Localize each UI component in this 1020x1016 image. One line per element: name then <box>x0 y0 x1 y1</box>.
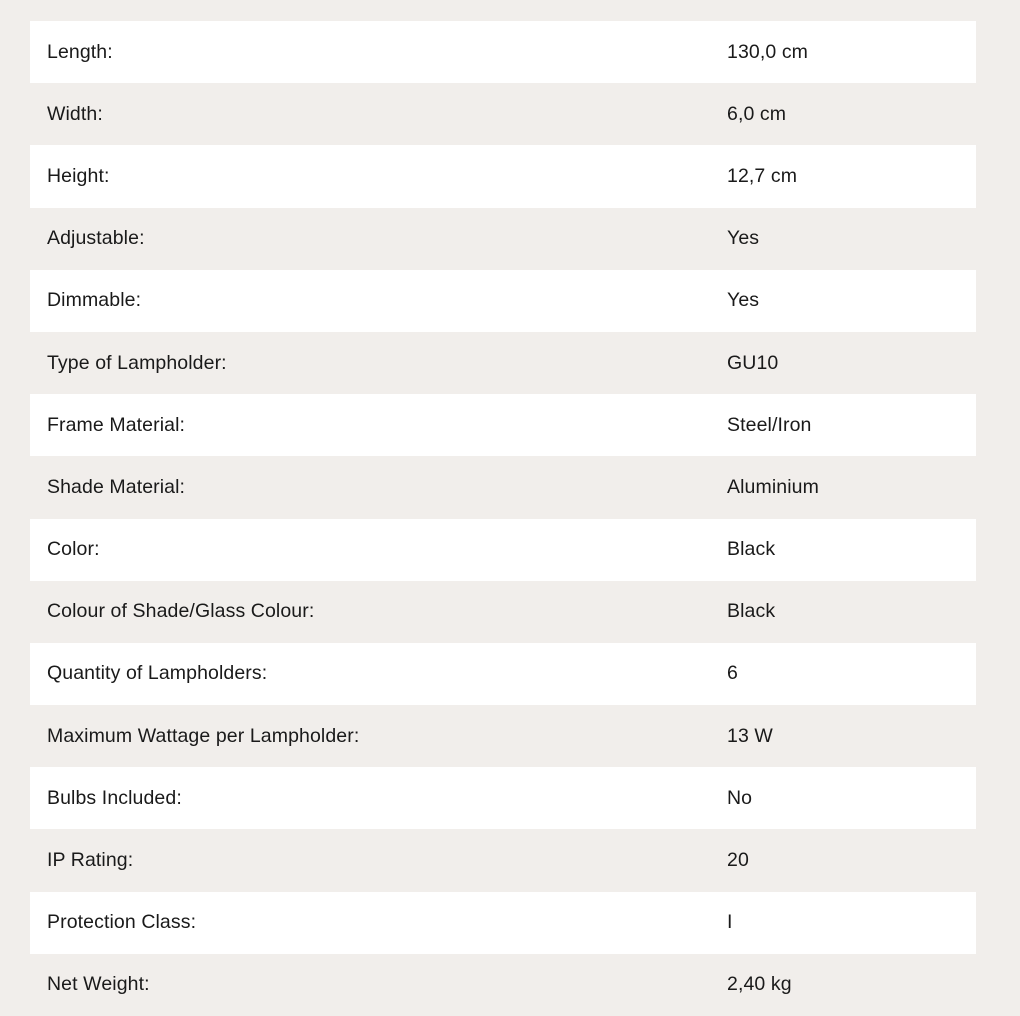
spec-row-length <box>30 21 976 83</box>
spec-value: Aluminium <box>727 475 819 498</box>
spec-label: Height: <box>47 164 110 187</box>
spec-row-net-weight <box>30 954 976 1016</box>
spec-label: Maximum Wattage per Lampholder: <box>47 724 360 747</box>
spec-label: Adjustable: <box>47 227 145 250</box>
spec-label: Type of Lampholder: <box>47 351 227 374</box>
spec-row-lampholder-quantity <box>30 643 976 705</box>
spec-value: Yes <box>727 289 760 312</box>
spec-value: 12,7 cm <box>727 164 798 187</box>
spec-label: Bulbs Included: <box>47 786 182 809</box>
spec-label: Width: <box>47 102 103 125</box>
spec-row-shade-material <box>30 456 976 518</box>
spec-value: Steel/Iron <box>727 413 812 436</box>
spec-value: Black <box>727 600 776 623</box>
spec-label: Shade Material: <box>47 475 186 498</box>
spec-row-height <box>30 145 976 207</box>
spec-row-protection-class <box>30 892 976 954</box>
spec-row-shade-colour <box>30 581 976 643</box>
spec-value: 13 W <box>727 724 773 747</box>
spec-value: I <box>727 911 733 934</box>
spec-value: 130,0 cm <box>727 40 809 63</box>
spec-label: IP Rating: <box>47 849 134 872</box>
spec-row-adjustable <box>30 208 976 270</box>
spec-label: Dimmable: <box>47 289 142 312</box>
spec-label: Colour of Shade/Glass Colour: <box>47 600 315 623</box>
spec-value: 2,40 kg <box>727 973 792 996</box>
spec-value: 6 <box>727 662 738 685</box>
spec-row-max-wattage <box>30 705 976 767</box>
spec-value: GU10 <box>727 351 779 374</box>
spec-label: Net Weight: <box>47 973 150 996</box>
spec-row-color <box>30 519 976 581</box>
spec-label: Quantity of Lampholders: <box>47 662 268 685</box>
spec-label: Length: <box>47 40 113 63</box>
spec-row-frame-material <box>30 394 976 456</box>
spec-label: Frame Material: <box>47 413 186 436</box>
spec-label: Color: <box>47 538 100 561</box>
spec-row-dimmable <box>30 270 976 332</box>
spec-value: No <box>727 786 753 809</box>
spec-value: Black <box>727 538 776 561</box>
spec-value: Yes <box>727 227 760 250</box>
spec-value: 20 <box>727 849 749 872</box>
spec-value: 6,0 cm <box>727 102 787 125</box>
spec-row-width <box>30 83 976 145</box>
specifications-table <box>30 21 976 1016</box>
spec-label: Protection Class: <box>47 911 197 934</box>
spec-row-lampholder-type <box>30 332 976 394</box>
spec-row-bulbs-included <box>30 767 976 829</box>
spec-row-ip-rating <box>30 829 976 891</box>
